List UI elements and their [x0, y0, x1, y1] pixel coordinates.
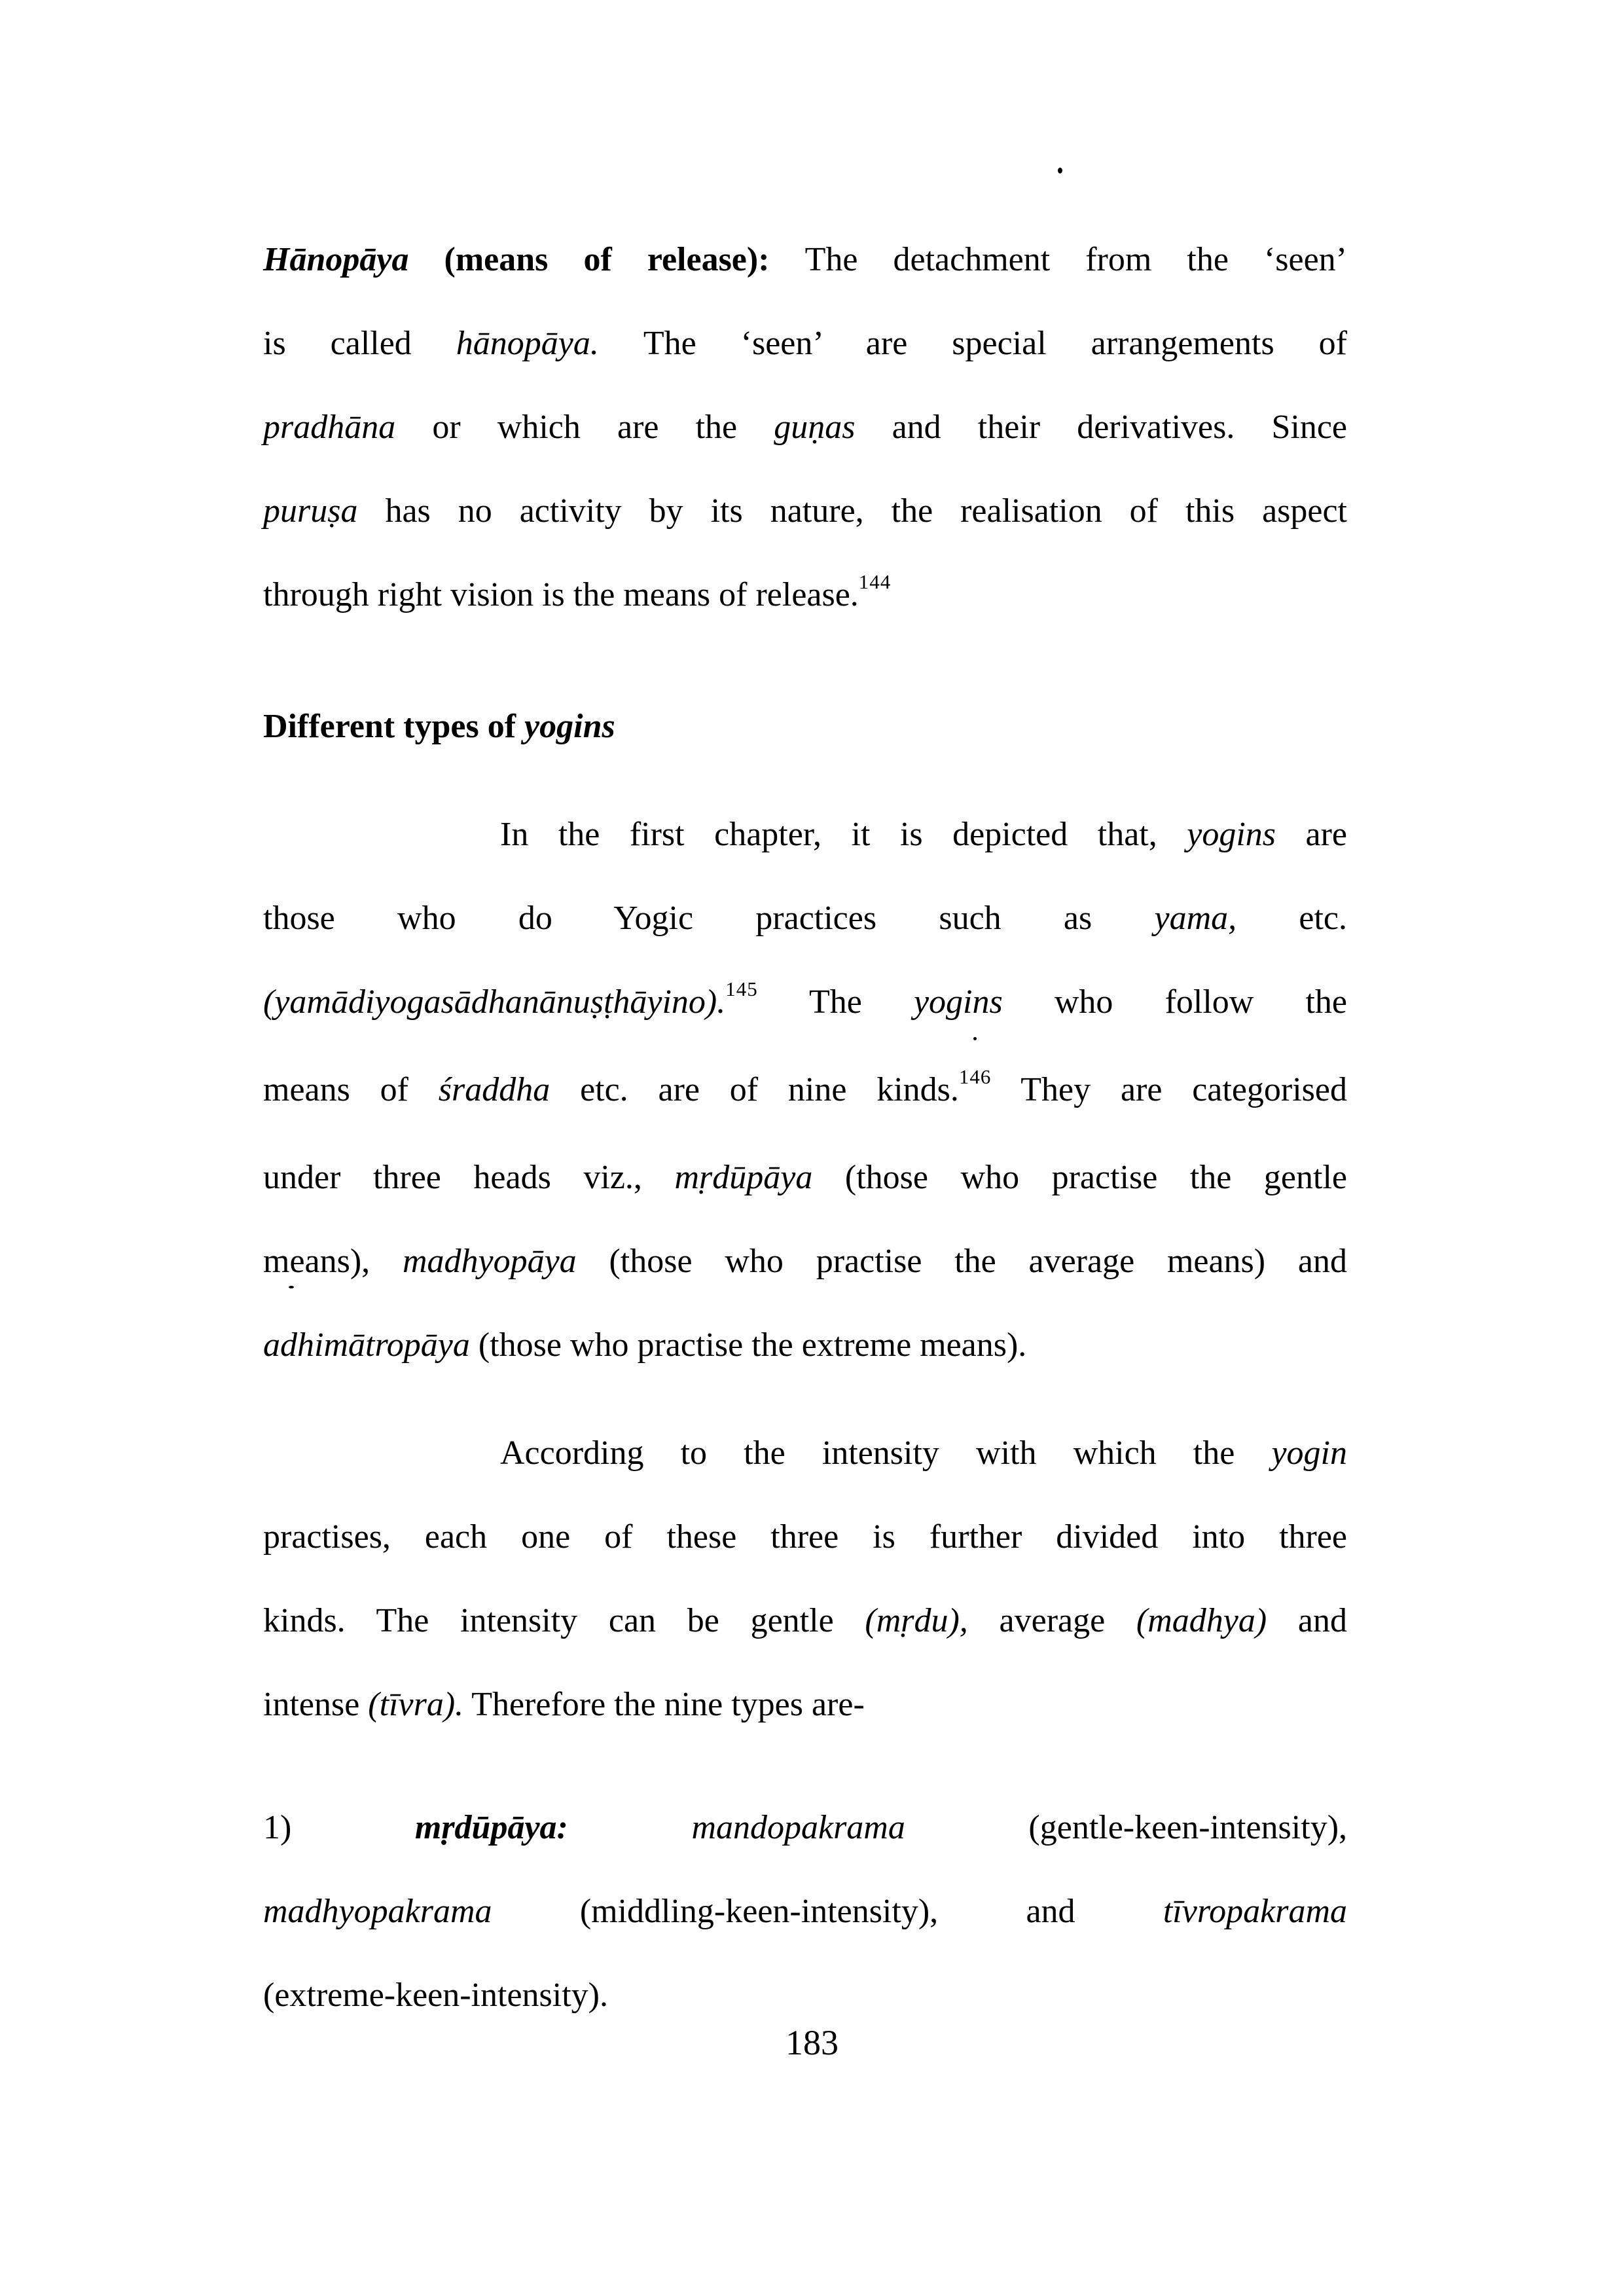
text-segment: Therefore the nine types are- [463, 1686, 865, 1723]
text-segment: In the first chapter, it is depicted that, [500, 816, 1187, 853]
text-segment: pradhāna [263, 409, 396, 446]
text-segment: through right vision is the means of release. [263, 576, 859, 613]
text-segment: The [757, 983, 914, 1021]
text-segment: (tīvra). [368, 1686, 464, 1723]
paragraph-yogin-kinds [263, 793, 1347, 1387]
text-segment: and [1267, 1602, 1347, 1639]
text-line [263, 1412, 1347, 1495]
text-segment: 145 [725, 977, 758, 1000]
text-line [263, 960, 1347, 1048]
text-segment: and their derivatives. Since [855, 409, 1347, 446]
text-segment: (extreme-keen-intensity). [263, 1977, 608, 2014]
text-segment: hānopāya. [456, 325, 643, 362]
text-segment: etc. [1236, 900, 1347, 937]
text-segment: (those who practise the average means) and [576, 1243, 1347, 1280]
list-item-mrdupaya [263, 1786, 1347, 2037]
paragraph-intensity [263, 1412, 1347, 1747]
text-segment: (yamādiyogasādhanānuṣṭhāyino). [263, 983, 726, 1021]
text-segment: (middling-keen-intensity), and [492, 1893, 1163, 1930]
text-segment: Different types of [263, 708, 525, 745]
text-line [263, 1495, 1347, 1579]
text-segment: means of [263, 1071, 439, 1108]
text-segment: has no activity by its nature, the realisation of this aspect [357, 492, 1347, 530]
text-line [263, 793, 1347, 877]
text-segment: yogins [1187, 816, 1276, 853]
text-segment: śraddha [438, 1071, 550, 1108]
text-segment: (gentle-keen-intensity), [1028, 1809, 1348, 1846]
page-number: 183 [785, 2023, 839, 2062]
text-segment: yama, [1154, 900, 1237, 937]
text-segment: those who do Yogic practices such as [263, 900, 1155, 937]
text-line [263, 1303, 1347, 1387]
text-line [263, 1870, 1347, 1954]
text-segment: who follow the [1002, 983, 1348, 1021]
text-content [263, 218, 1347, 2037]
text-segment: adhimātropāya [263, 1326, 470, 1364]
text-segment: (madhya) [1136, 1602, 1267, 1639]
text-segment: or which are the [395, 409, 774, 446]
text-line [263, 685, 1347, 769]
text-segment: mṛdūpāya [674, 1159, 813, 1196]
text-segment: (mṛdu), [865, 1602, 968, 1639]
text-line [263, 218, 1347, 302]
text-segment: According to the intensity with which the [500, 1434, 1272, 1472]
text-segment: They are categorised [991, 1071, 1347, 1108]
ink-speck-top [1058, 168, 1062, 173]
text-line [263, 1786, 1347, 1870]
text-segment: mandopakrama [691, 1809, 1029, 1846]
text-segment: 144 [858, 570, 892, 593]
paragraph-hanopaya [263, 218, 1347, 641]
text-line [263, 1136, 1347, 1220]
text-segment: (means of release): [444, 241, 805, 278]
text-segment: (those who practise the gentle [812, 1159, 1347, 1196]
heading-different-types [263, 685, 1347, 769]
text-line [263, 386, 1347, 469]
text-segment: kinds. The intensity can be gentle [263, 1602, 865, 1639]
text-segment: (those who practise the extreme means). [469, 1326, 1027, 1364]
text-segment: 146 [958, 1065, 992, 1088]
text-line [263, 553, 1347, 641]
text-segment: yogins [913, 983, 1003, 1021]
text-line [263, 1220, 1347, 1303]
text-segment: means), [263, 1243, 403, 1280]
text-segment: 1) [263, 1809, 415, 1846]
text-line [263, 469, 1347, 553]
text-line [263, 1579, 1347, 1663]
text-segment: average [967, 1602, 1136, 1639]
text-line [263, 1048, 1347, 1136]
text-segment: yogin [1271, 1434, 1347, 1472]
text-segment: tīvropakrama [1163, 1893, 1347, 1930]
text-segment: mṛdūpāya: [414, 1809, 692, 1846]
text-segment: etc. are of nine kinds. [550, 1071, 959, 1108]
text-segment: madhyopāya [402, 1243, 577, 1280]
text-line [263, 302, 1347, 386]
text-segment: intense [263, 1686, 369, 1723]
text-segment: practises, each one of these three is further divided into three [263, 1518, 1347, 1556]
text-segment: is called [263, 325, 456, 362]
text-line [263, 1663, 1347, 1747]
ink-speck-margin [289, 1286, 294, 1288]
text-segment: madhyopakrama [263, 1893, 492, 1930]
text-segment: guṇas [774, 409, 856, 446]
text-line [263, 877, 1347, 960]
text-segment: The detachment from the ‘seen’ [804, 241, 1347, 278]
text-segment: puruṣa [263, 492, 358, 530]
ink-speck-sup146 [973, 1037, 977, 1040]
text-segment: The ‘seen’ are special arrangements of [643, 325, 1347, 362]
text-segment: under three heads viz., [263, 1159, 675, 1196]
text-segment: are [1276, 816, 1347, 853]
text-segment: yogins [524, 708, 615, 745]
text-segment: Hānopāya [263, 241, 444, 278]
